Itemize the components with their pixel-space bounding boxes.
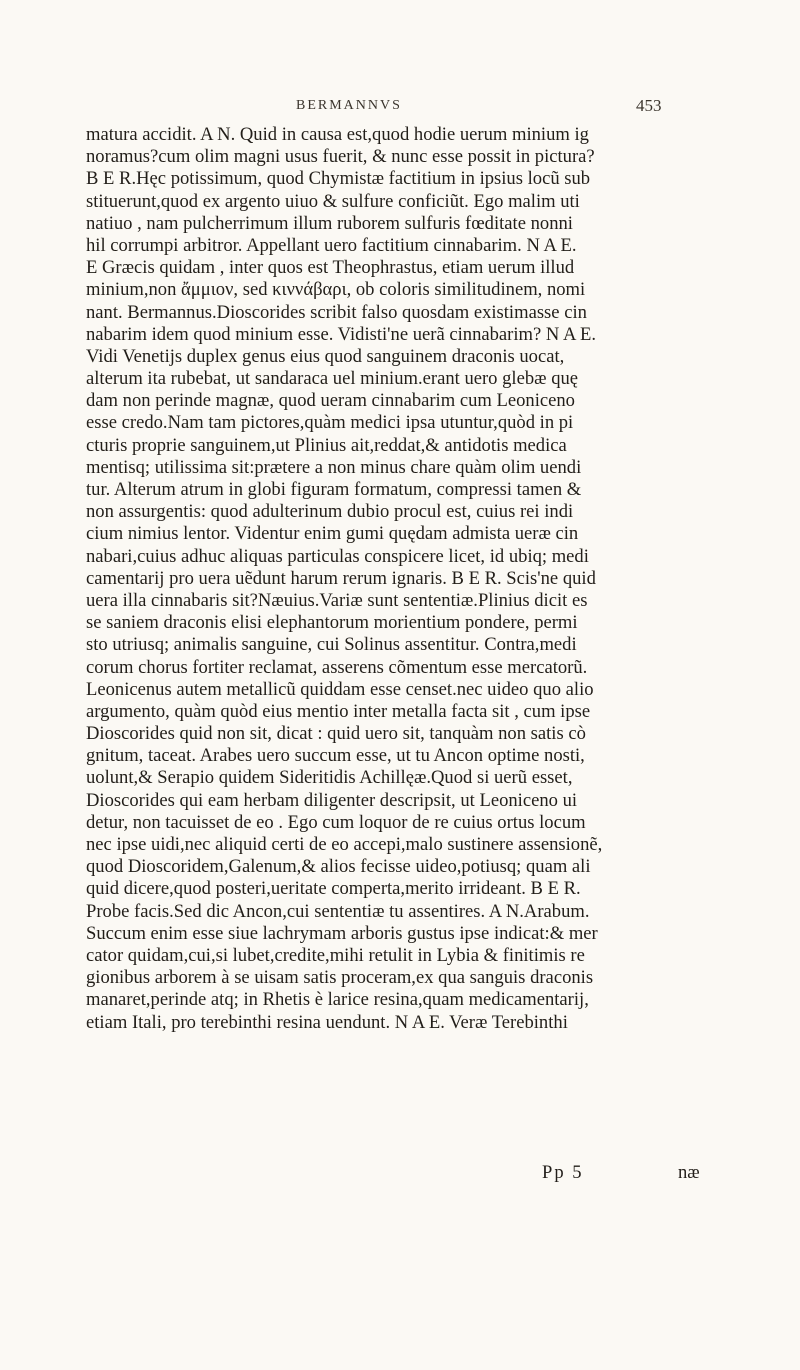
catchword: næ: [678, 1162, 700, 1183]
text-line: manaret,perinde atq; in Rhetis è larice resina,quam medicamentarij,: [86, 989, 589, 1011]
text-line: E Græcis quidam , inter quos est Theophrastus, etiam uerum illud: [86, 257, 575, 279]
text-line: tur. Alterum atrum in globi figuram formatum, compressi tamen &: [86, 479, 582, 500]
text-line: uolunt,& Serapio quidem Sideritidis Achillęæ.Quod si uerũ esset,: [86, 767, 573, 789]
text-line: uera illa cinnabaris sit?Næuius.Variæ sunt sententiæ.Plinius dicit es: [86, 589, 588, 611]
text-line: nabari,cuius adhuc aliquas particulas conspicere licet, id ubiq; medi: [86, 545, 589, 567]
text-line: Dioscorides quid non sit, dicat : quid uero sit, tanquàm non satis cò: [86, 723, 586, 745]
text-line: cturis proprie sanguinem,ut Plinius ait,reddat,& antidotis medica: [86, 434, 567, 456]
text-line: stituerunt,quod ex argento uiuo & sulfure conficiũt. Ego malim uti: [86, 190, 580, 212]
text-line: nabarim idem quod minium esse. Vidisti'ne uerã cinnabarim? N A E.: [86, 323, 597, 345]
text-line: hil corrumpi arbitror. Appellant uero factitium cinnabarim. N A E.: [86, 234, 577, 256]
text-line: cator quidam,cui,si lubet,credite,mihi retulit in Lybia & finitimis re: [86, 944, 585, 966]
text-line: noramus?cum olim magni usus fuerit, & nunc esse possit in pictura?: [86, 146, 595, 168]
text-line: nec ipse uidi,nec aliquid certi de eo accepi,malo sustinere assensionẽ,: [86, 834, 603, 855]
text-line: alterum ita rubebat, ut sandaraca uel minium.erant uero glebæ quę: [86, 368, 579, 390]
text-line: sto utriusq; animalis sanguine, cui Solinus assentitur. Contra,medi: [86, 634, 577, 656]
text-line: nant. Bermannus.Dioscorides scribit falso quosdam existimasse cin: [86, 301, 587, 323]
page-number: 453: [636, 96, 662, 115]
text-line: matura accidit. A N. Quid in causa est,quod hodie uerum minium ig: [86, 124, 589, 145]
signature-mark: Pp 5: [542, 1162, 584, 1183]
running-head: [0, 98, 800, 122]
text-block: [86, 124, 708, 1034]
text-line: mentisq; utilissima sit:prætere a non minus chare quàm olim uendi: [86, 456, 582, 478]
text-line: etiam Itali, pro terebinthi resina uendunt. N A E. Veræ Terebinthi: [86, 1011, 568, 1033]
text-line: gnitum, taceat. Arabes uero succum esse, ut tu Ancon optime nosti,: [86, 745, 585, 767]
text-line: Vidi Venetijs duplex genus eius quod sanguinem draconis uocat,: [86, 345, 565, 367]
text-line: Succum enim esse siue lachrymam arboris gustus ipse indicat:& mer: [86, 922, 598, 944]
text-line: se saniem draconis elisi elephantorum morientium pondere, permi: [86, 612, 578, 634]
text-line: non assurgentis: quod adulterinum dubio procul est, cuius rei indi: [86, 501, 574, 523]
text-line: gionibus arborem à se uisam satis proceram,ex qua sanguis draconis: [86, 967, 594, 989]
text-line: argumento, quàm quòd eius mentio inter metalla facta sit , cum ipse: [86, 700, 591, 722]
running-head-title: BERMANNVS: [296, 98, 402, 113]
text-line: B E R.Hęc potissimum, quod Chymistæ factitium in ipsius locũ sub: [86, 168, 591, 190]
text-line: natiuo , nam pulcherrimum illum ruborem sulfuris fœditate nonni: [86, 212, 573, 234]
text-line: dam non perinde magnæ, quod ueram cinnabarim cum Leoniceno: [86, 390, 575, 412]
text-line: corum chorus fortiter reclamat, asserens cõmentum esse mercatorũ.: [86, 656, 588, 678]
text-line: Dioscorides qui eam herbam diligenter descripsit, ut Leoniceno ui: [86, 789, 578, 811]
text-line: minium,non ἄμμιον, sed κιννάβαρι, ob coloris similitudinem, nomi: [86, 279, 586, 301]
text-line: cium nimius lentor. Videntur enim gumi quędam admista ueræ cin: [86, 523, 579, 545]
text-line: esse credo.Nam tam pictores,quàm medici ipsa utuntur,quòd in pi: [86, 412, 574, 434]
text-line: Probe facis.Sed dic Ancon,cui sententiæ tu assentires. A N.Arabum.: [86, 900, 590, 922]
text-line: quod Dioscoridem,Galenum,& alios fecisse uideo,potiusq; quam ali: [86, 856, 591, 878]
text-line: Leonicenus autem metallicũ quiddam esse censet.nec uideo quo alio: [86, 678, 594, 700]
text-line: detur, non tacuisset de eo . Ego cum loquor de re cuius ortus locum: [86, 811, 586, 833]
text-line: camentarij pro uera uẽdunt harum rerum ignaris. B E R. Scis'ne quid: [86, 567, 596, 589]
text-line: quid dicere,quod posteri,ueritate comperta,merito irrideant. B E R.: [86, 878, 581, 900]
